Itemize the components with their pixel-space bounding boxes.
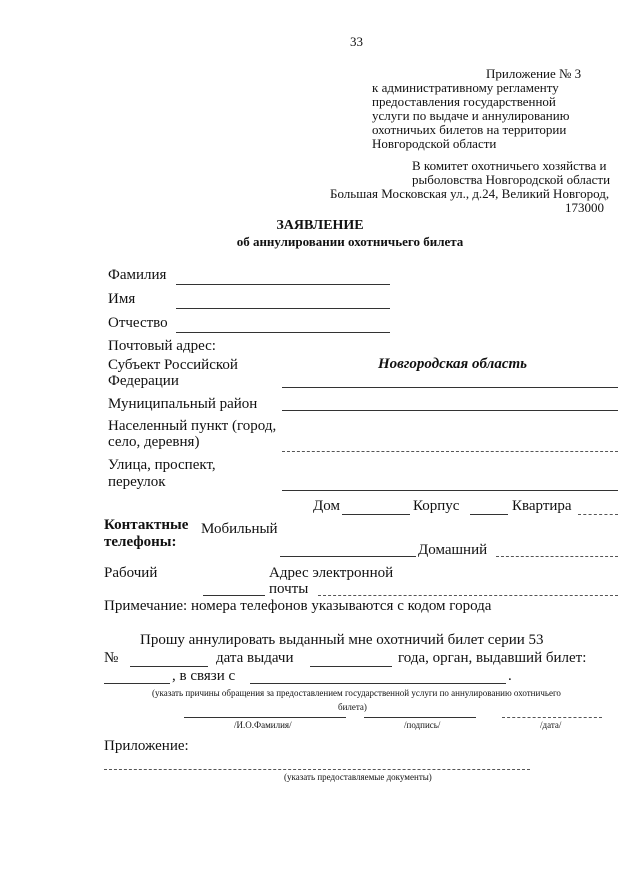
page-number: 33 [350, 34, 363, 49]
contact-label-2: телефоны: [104, 534, 177, 550]
house-line[interactable] [342, 514, 410, 515]
contact-label-1: Контактные [104, 517, 189, 533]
ticket-number-line[interactable] [130, 666, 208, 667]
home-line[interactable] [496, 556, 618, 557]
addressee-line-1: В комитет охотничьего хозяйства и [412, 158, 607, 173]
subject-label-2: Федерации [108, 373, 179, 389]
name-label: Имя [108, 291, 136, 307]
attachment-caption: (указать предоставляемые документы) [284, 772, 432, 782]
addressee-line-2: рыболовства Новгородской области [412, 172, 611, 187]
document-title: ЗАЯВЛЕНИЕ [276, 218, 364, 233]
reason-caption-2: билета) [338, 702, 367, 712]
settlement-line[interactable] [282, 451, 618, 452]
issuer-line[interactable] [104, 683, 170, 684]
appendix-line-1: Приложение № 3 [486, 66, 582, 81]
reason-end-dot: . [508, 668, 512, 684]
mobile-label: Мобильный [201, 521, 278, 537]
settlement-label-2: село, деревня) [108, 434, 200, 450]
reason-line[interactable] [250, 683, 506, 684]
district-label: Муниципальный район [108, 396, 258, 412]
work-line[interactable] [203, 595, 265, 596]
name-line[interactable] [176, 308, 390, 309]
signature-name-caption: /И.О.Фамилия/ [234, 720, 292, 730]
signature-sign-caption: /подпись/ [404, 720, 441, 730]
building-label: Корпус [413, 498, 460, 514]
street-line[interactable] [282, 490, 618, 491]
issuer-label: года, орган, выдавший билет: [398, 650, 587, 666]
request-line-1: Прошу аннулировать выданный мне охотничий билет серии 53 [140, 632, 544, 648]
issue-date-label: дата выдачи [216, 650, 294, 666]
work-label: Рабочий [104, 565, 158, 581]
street-label-2: переулок [108, 474, 166, 490]
reason-label: , в связи с [172, 668, 236, 684]
document-subtitle: об аннулировании охотничьего билета [236, 234, 464, 249]
email-label-1: Адрес электронной [269, 565, 394, 581]
apartment-label: Квартира [512, 498, 572, 514]
surname-line[interactable] [176, 284, 390, 285]
reason-caption-1: (указать причины обращения за предоставлением государственной услуги по аннулированию охотничьего [152, 688, 561, 698]
email-label-2: почты [269, 581, 309, 597]
apartment-line[interactable] [578, 514, 618, 515]
email-line[interactable] [318, 595, 618, 596]
settlement-label-1: Населенный пункт (город, [108, 418, 277, 434]
addressee-line-3: Большая Московская ул., д.24, Великий Новгород, [330, 186, 610, 201]
house-label: Дом [313, 498, 340, 514]
subject-label-1: Субъект Российской [108, 357, 238, 373]
patronymic-line[interactable] [176, 332, 390, 333]
addressee-line-4: 173000 [565, 200, 604, 215]
subject-value: Новгородская область [378, 356, 528, 372]
appendix-line-2: к административному регламенту [372, 80, 559, 95]
appendix-line-4: услуги по выдаче и аннулированию [372, 108, 570, 123]
attachment-label: Приложение: [104, 738, 189, 754]
signature-sign-line[interactable] [364, 717, 476, 718]
phone-note: Примечание: номера телефонов указываются с кодом города [104, 598, 492, 614]
appendix-line-5: охотничьих билетов на территории [372, 122, 567, 137]
home-label: Домашний [418, 542, 488, 558]
postal-address-label: Почтовый адрес: [108, 338, 216, 354]
attachment-line[interactable] [104, 769, 530, 770]
signature-date-caption: /дата/ [540, 720, 562, 730]
street-label-1: Улица, проспект, [108, 457, 216, 473]
signature-name-line[interactable] [184, 717, 346, 718]
appendix-line-6: Новгородской области [372, 136, 497, 151]
mobile-line[interactable] [280, 556, 416, 557]
subject-line[interactable] [282, 387, 618, 388]
building-line[interactable] [470, 514, 508, 515]
district-line[interactable] [282, 410, 618, 411]
surname-label: Фамилия [108, 267, 167, 283]
issue-date-line[interactable] [310, 666, 392, 667]
patronymic-label: Отчество [108, 315, 168, 331]
request-number-sign: № [104, 650, 119, 666]
appendix-line-3: предоставления государственной [372, 94, 556, 109]
signature-date-line[interactable] [502, 717, 602, 718]
